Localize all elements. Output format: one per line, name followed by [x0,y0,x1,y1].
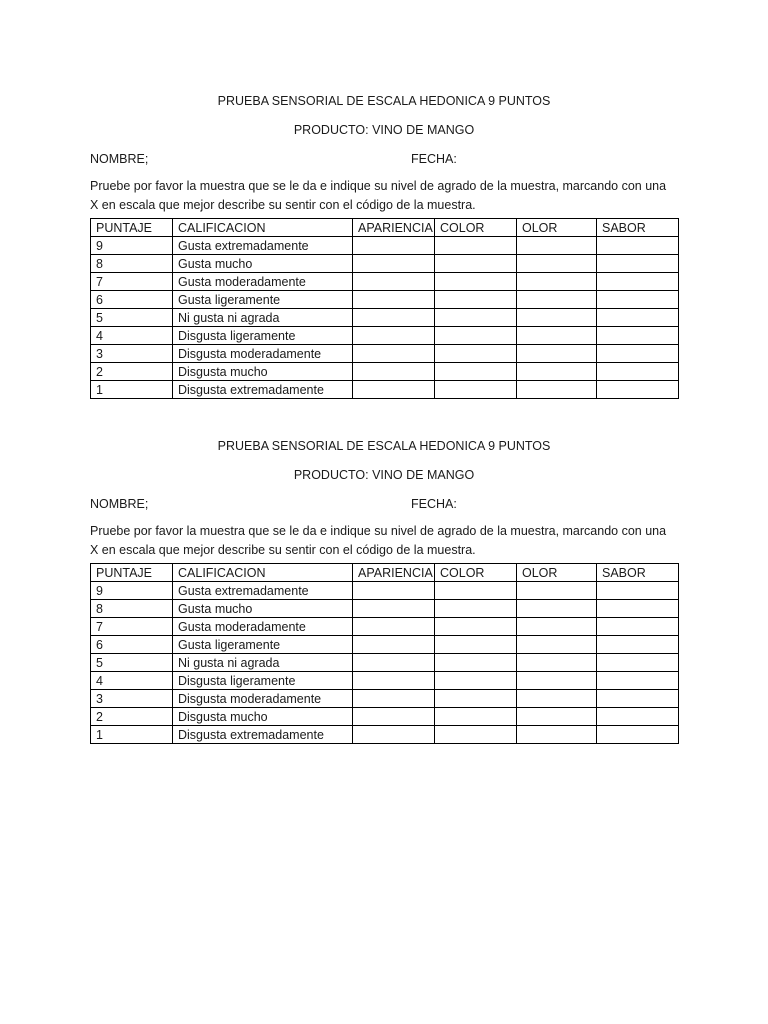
table-row [91,237,679,255]
score-cell: 6 [91,291,173,309]
apariencia-cell[interactable] [353,291,435,309]
color-cell[interactable] [435,654,517,672]
header-apariencia: APARIENCIA [353,219,435,237]
color-cell[interactable] [435,363,517,381]
score-cell: 8 [91,600,173,618]
sabor-cell[interactable] [597,363,679,381]
table-row [91,708,679,726]
sabor-cell[interactable] [597,690,679,708]
olor-cell[interactable] [517,726,597,744]
sabor-cell[interactable] [597,381,679,399]
header-olor: OLOR [517,564,597,582]
color-cell[interactable] [435,600,517,618]
rating-cell: Gusta extremadamente [173,237,353,255]
table-row [91,273,679,291]
color-cell[interactable] [435,255,517,273]
score-cell: 5 [91,309,173,327]
color-cell[interactable] [435,582,517,600]
sabor-cell[interactable] [597,237,679,255]
table-row [91,309,679,327]
score-cell: 7 [91,618,173,636]
score-cell: 4 [91,672,173,690]
rating-cell: Disgusta mucho [173,708,353,726]
color-cell[interactable] [435,237,517,255]
instructions-line-2: X en escala que mejor describe su sentir con el código de la muestra. [90,198,476,212]
header-calificacion: CALIFICACION [173,564,353,582]
rating-cell: Ni gusta ni agrada [173,654,353,672]
instructions-line-2: X en escala que mejor describe su sentir con el código de la muestra. [90,543,476,557]
sabor-cell[interactable] [597,618,679,636]
color-cell[interactable] [435,345,517,363]
apariencia-cell[interactable] [353,345,435,363]
apariencia-cell[interactable] [353,273,435,291]
table-row [91,291,679,309]
apariencia-cell[interactable] [353,600,435,618]
header-puntaje: PUNTAJE [91,219,173,237]
table-row [91,582,679,600]
rating-cell: Disgusta moderadamente [173,345,353,363]
color-cell[interactable] [435,381,517,399]
table-row [91,345,679,363]
olor-cell[interactable] [517,291,597,309]
name-label: NOMBRE; [90,152,149,166]
rating-cell: Gusta mucho [173,255,353,273]
sensory-test-form-2 [90,437,678,744]
table-row [91,636,679,654]
apariencia-cell[interactable] [353,363,435,381]
olor-cell[interactable] [517,345,597,363]
table-row [91,672,679,690]
color-cell[interactable] [435,726,517,744]
instructions-line-1: Pruebe por favor la muestra que se le da e indique su nivel de agrado de la muestra, marcando con una [90,179,667,193]
sabor-cell[interactable] [597,273,679,291]
olor-cell[interactable] [517,255,597,273]
table-row [91,654,679,672]
score-cell: 6 [91,636,173,654]
sabor-cell[interactable] [597,345,679,363]
product-line: PRODUCTO: VINO DE MANGO [293,468,475,482]
apariencia-cell[interactable] [353,237,435,255]
apariencia-cell[interactable] [353,672,435,690]
sabor-cell[interactable] [597,672,679,690]
apariencia-cell[interactable] [353,690,435,708]
header-olor: OLOR [517,219,597,237]
sabor-cell[interactable] [597,600,679,618]
header-sabor: SABOR [597,219,679,237]
sabor-cell[interactable] [597,582,679,600]
score-cell: 3 [91,690,173,708]
olor-cell[interactable] [517,237,597,255]
olor-cell[interactable] [517,600,597,618]
date-label: FECHA: [411,152,457,166]
olor-cell[interactable] [517,636,597,654]
form-title: PRUEBA SENSORIAL DE ESCALA HEDONICA 9 PUNTOS [217,94,551,108]
sabor-cell[interactable] [597,708,679,726]
score-cell: 1 [91,726,173,744]
hedonic-scale-table [90,563,679,744]
table-row [91,327,679,345]
rating-cell: Ni gusta ni agrada [173,309,353,327]
sabor-cell[interactable] [597,327,679,345]
olor-cell[interactable] [517,273,597,291]
apariencia-cell[interactable] [353,327,435,345]
header-calificacion: CALIFICACION [173,219,353,237]
table-row [91,690,679,708]
rating-cell: Gusta ligeramente [173,291,353,309]
sabor-cell[interactable] [597,654,679,672]
rating-cell: Gusta extremadamente [173,582,353,600]
table-row [91,600,679,618]
sabor-cell[interactable] [597,636,679,654]
olor-cell[interactable] [517,618,597,636]
olor-cell[interactable] [517,363,597,381]
table-header-row [91,219,679,237]
date-label: FECHA: [411,497,457,511]
header-sabor: SABOR [597,564,679,582]
rating-cell: Disgusta extremadamente [173,726,353,744]
table-row [91,618,679,636]
score-cell: 1 [91,381,173,399]
olor-cell[interactable] [517,582,597,600]
rating-cell: Disgusta ligeramente [173,672,353,690]
table-row [91,381,679,399]
apariencia-cell[interactable] [353,726,435,744]
instructions [90,522,678,560]
rating-cell: Gusta ligeramente [173,636,353,654]
apariencia-cell[interactable] [353,654,435,672]
score-cell: 3 [91,345,173,363]
color-cell[interactable] [435,291,517,309]
apariencia-cell[interactable] [353,582,435,600]
table-row [91,726,679,744]
olor-cell[interactable] [517,654,597,672]
olor-cell[interactable] [517,309,597,327]
score-cell: 5 [91,654,173,672]
table-row [91,363,679,381]
rating-cell: Disgusta extremadamente [173,381,353,399]
apariencia-cell[interactable] [353,618,435,636]
score-cell: 8 [91,255,173,273]
score-cell: 7 [91,273,173,291]
name-date-row [90,495,678,513]
instructions-line-1: Pruebe por favor la muestra que se le da e indique su nivel de agrado de la muestra, marcando con una [90,524,667,538]
rating-cell: Gusta moderadamente [173,273,353,291]
color-cell[interactable] [435,690,517,708]
sensory-test-form-1 [90,92,678,399]
rating-cell: Disgusta ligeramente [173,327,353,345]
olor-cell[interactable] [517,381,597,399]
rating-cell: Gusta moderadamente [173,618,353,636]
hedonic-scale-table [90,218,679,399]
header-apariencia: APARIENCIA [353,564,435,582]
olor-cell[interactable] [517,708,597,726]
color-cell[interactable] [435,618,517,636]
rating-cell: Disgusta mucho [173,363,353,381]
score-cell: 9 [91,237,173,255]
score-cell: 2 [91,708,173,726]
header-color: COLOR [435,564,517,582]
olor-cell[interactable] [517,327,597,345]
sabor-cell[interactable] [597,291,679,309]
color-cell[interactable] [435,708,517,726]
color-cell[interactable] [435,636,517,654]
name-date-row [90,150,678,168]
sabor-cell[interactable] [597,726,679,744]
instructions [90,177,678,215]
score-cell: 4 [91,327,173,345]
apariencia-cell[interactable] [353,381,435,399]
apariencia-cell[interactable] [353,708,435,726]
score-cell: 2 [91,363,173,381]
color-cell[interactable] [435,327,517,345]
apariencia-cell[interactable] [353,255,435,273]
score-cell: 9 [91,582,173,600]
rating-cell: Gusta mucho [173,600,353,618]
sabor-cell[interactable] [597,255,679,273]
olor-cell[interactable] [517,672,597,690]
color-cell[interactable] [435,273,517,291]
form-title: PRUEBA SENSORIAL DE ESCALA HEDONICA 9 PUNTOS [217,439,551,453]
rating-cell: Disgusta moderadamente [173,690,353,708]
color-cell[interactable] [435,672,517,690]
sabor-cell[interactable] [597,309,679,327]
header-puntaje: PUNTAJE [91,564,173,582]
color-cell[interactable] [435,309,517,327]
olor-cell[interactable] [517,690,597,708]
name-label: NOMBRE; [90,497,149,511]
header-color: COLOR [435,219,517,237]
apariencia-cell[interactable] [353,309,435,327]
table-header-row [91,564,679,582]
table-row [91,255,679,273]
product-line: PRODUCTO: VINO DE MANGO [293,123,475,137]
apariencia-cell[interactable] [353,636,435,654]
